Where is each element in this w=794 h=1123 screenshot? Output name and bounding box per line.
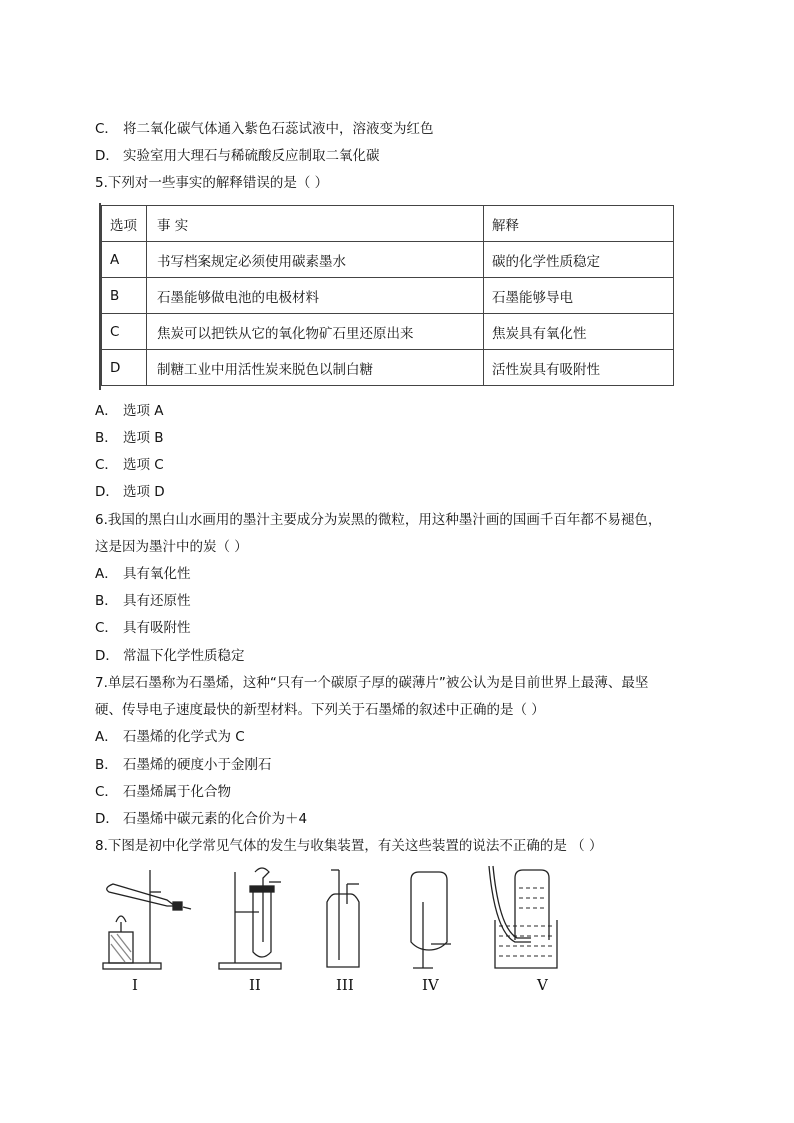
table-row — [102, 242, 674, 278]
option-letter: D． — [95, 148, 119, 164]
table-row — [102, 350, 674, 386]
option-text: 石墨烯的硬度小于金刚石 — [123, 757, 272, 773]
q7-stem-line2: 硬、传导电子速度最快的新型材料。下列关于石墨烯的叙述中正确的是（ ） — [95, 702, 545, 718]
table-cell: 活性炭具有吸附性 — [484, 350, 674, 386]
q4-option-d — [95, 146, 380, 166]
q7-option-a — [95, 727, 245, 747]
q6-option-b — [95, 591, 191, 611]
table-cell: 石墨能够导电 — [484, 278, 674, 314]
gas-apparatus-figure — [95, 862, 575, 974]
apparatus-ii-flask — [219, 868, 281, 969]
option-text: 常温下化学性质稳定 — [123, 648, 245, 664]
option-text: 石墨烯的化学式为 C — [123, 729, 245, 745]
table-cell: 焦炭可以把铁从它的氧化物矿石里还原出来 — [147, 314, 484, 350]
apparatus-i-heating — [103, 870, 191, 969]
option-text: 石墨烯属于化合物 — [123, 784, 231, 800]
table-row — [102, 314, 674, 350]
table-header-cell: 选项 — [102, 206, 147, 242]
q5-option-b — [95, 428, 164, 448]
q6-stem-line2: 这是因为墨汁中的炭（ ） — [95, 539, 248, 555]
option-text: 具有氧化性 — [123, 566, 191, 582]
label-ii: II — [249, 976, 261, 994]
q5-table — [101, 205, 674, 386]
q7-stem-line1: 7.单层石墨称为石墨烯，这种“只有一个碳原子厚的碳薄片”被公认为是目前世界上最薄、最坚 — [95, 675, 649, 691]
q5-option-d — [95, 482, 165, 502]
option-letter: C． — [95, 784, 118, 800]
q7-option-d — [95, 809, 307, 829]
table-cell: 书写档案规定必须使用碳素墨水 — [147, 242, 484, 278]
option-text: 将二氧化碳气体通入紫色石蕊试液中，溶液变为红色 — [123, 121, 434, 137]
q7-option-c — [95, 782, 231, 802]
option-letter: B． — [95, 757, 118, 773]
option-text: 具有还原性 — [123, 593, 191, 609]
table-cell: 制糖工业中用活性炭来脱色以制白糖 — [147, 350, 484, 386]
option-letter: B． — [95, 430, 118, 446]
apparatus-iii-bottle — [327, 870, 359, 967]
option-text: 选项 C — [123, 457, 164, 473]
table-cell: 焦炭具有氧化性 — [484, 314, 674, 350]
option-text: 石墨烯中碳元素的化合价为＋4 — [123, 811, 308, 827]
table-cell: D — [102, 350, 147, 386]
option-text: 具有吸附性 — [123, 620, 191, 636]
table-header-row — [102, 206, 674, 242]
table-row — [102, 278, 674, 314]
table-cell: 石墨能够做电池的电极材料 — [147, 278, 484, 314]
q4-option-c — [95, 119, 434, 139]
q7-option-b — [95, 755, 272, 775]
q6-option-a — [95, 564, 191, 584]
q6-option-d — [95, 646, 245, 666]
q5-option-c — [95, 455, 164, 475]
apparatus-iv-inverted-bottle — [411, 872, 451, 968]
table-cell: C — [102, 314, 147, 350]
table-cell: B — [102, 278, 147, 314]
apparatus-v-water-trough — [489, 866, 557, 968]
option-letter: D． — [95, 648, 119, 664]
option-letter: B． — [95, 593, 118, 609]
label-iv: IV — [422, 976, 439, 994]
option-letter: C． — [95, 620, 118, 636]
option-letter: A． — [95, 403, 118, 419]
label-iii: III — [336, 976, 354, 994]
option-letter: A． — [95, 566, 118, 582]
q5-stem: 5.下列对一些事实的解释错误的是（ ） — [95, 175, 329, 191]
option-letter: D． — [95, 811, 119, 827]
option-letter: A． — [95, 729, 118, 745]
label-v: V — [537, 976, 548, 994]
table-header-cell: 事 实 — [147, 206, 484, 242]
table-header-cell: 解释 — [484, 206, 674, 242]
option-letter: C． — [95, 121, 118, 137]
table-cell: A — [102, 242, 147, 278]
label-i: I — [132, 976, 138, 994]
option-letter: D． — [95, 484, 119, 500]
option-text: 选项 A — [123, 403, 164, 419]
q6-stem-line1: 6.我国的黑白山水画用的墨汁主要成分为炭黑的微粒，用这种墨汁画的国画千百年都不易褪色， — [95, 512, 662, 528]
table-cell: 碳的化学性质稳定 — [484, 242, 674, 278]
option-letter: C． — [95, 457, 118, 473]
q8-stem: 8.下图是初中化学常见气体的发生与收集装置，有关这些装置的说法不正确的是 （ ） — [95, 838, 603, 854]
option-text: 实验室用大理石与稀硫酸反应制取二氧化碳 — [123, 148, 380, 164]
option-text: 选项 D — [123, 484, 165, 500]
q5-option-a — [95, 401, 164, 421]
option-text: 选项 B — [123, 430, 164, 446]
q6-option-c — [95, 618, 191, 638]
